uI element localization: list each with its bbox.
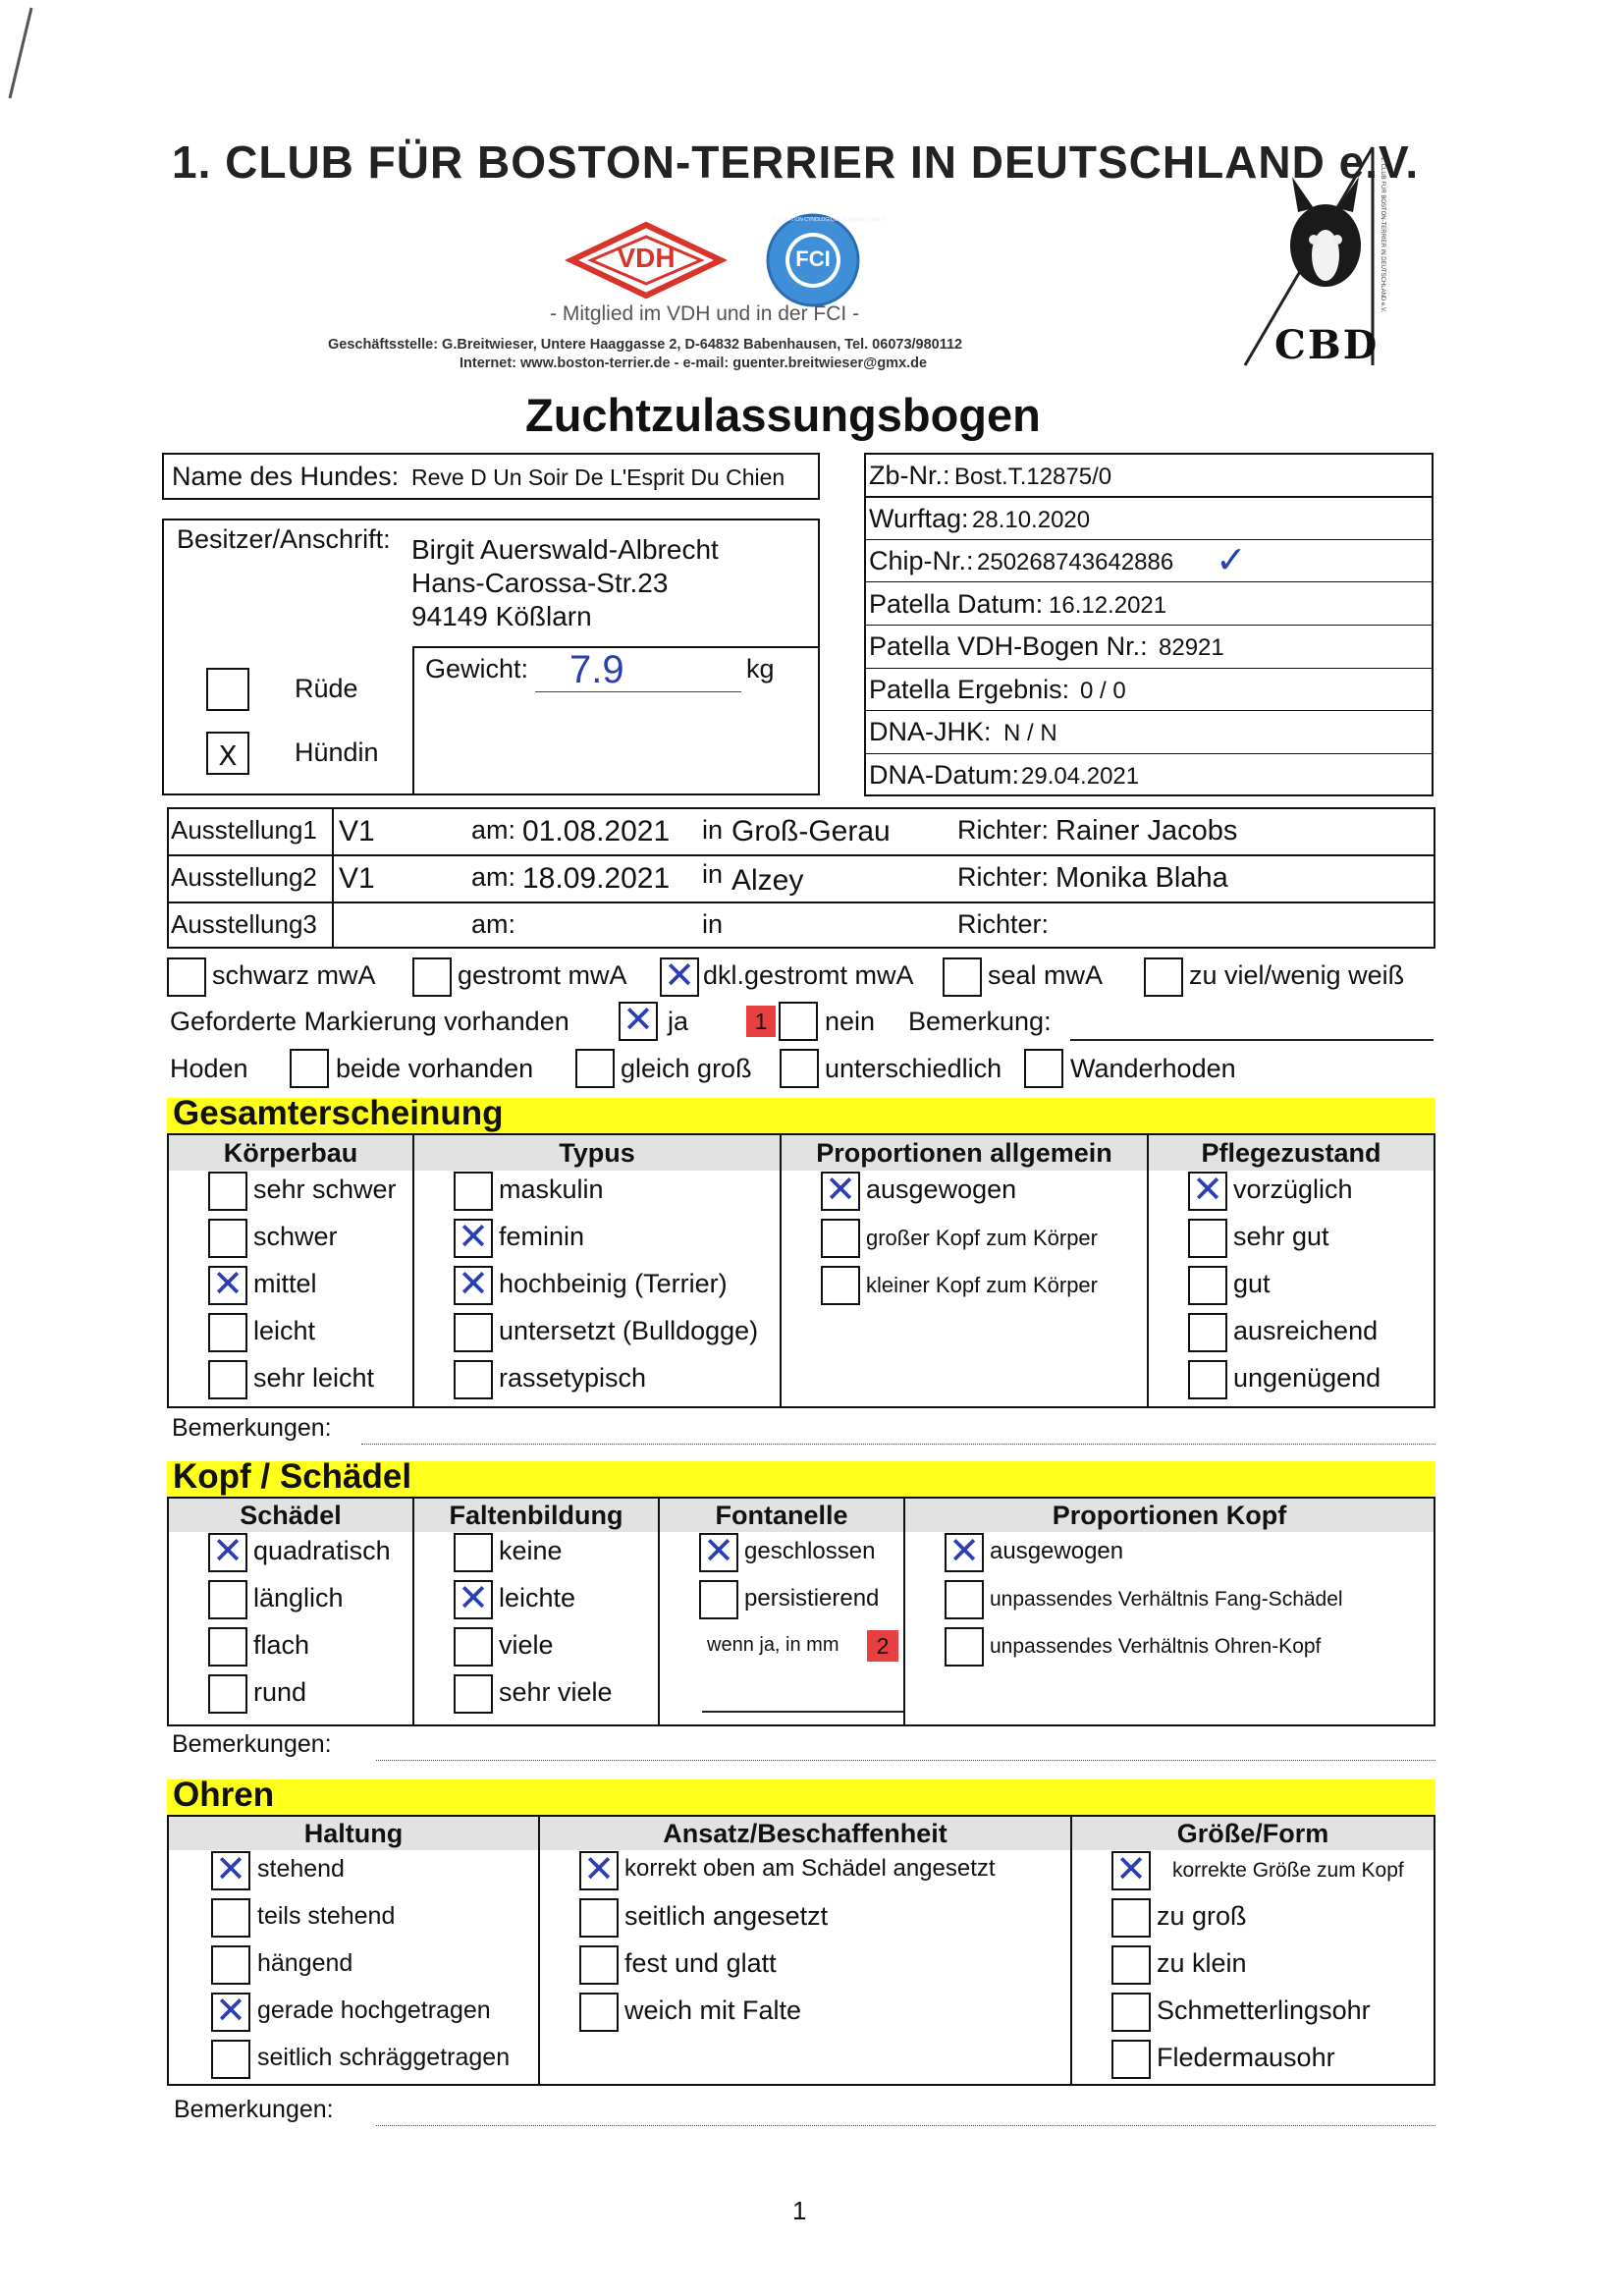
show2-am-label: am: [471, 862, 516, 892]
cbd-side-text: 1. CLUB FÜR BOSTON-TERRIER IN DEUTSCHLAND e.V. [1380, 157, 1385, 313]
pflege-item: ungenügend [1233, 1363, 1381, 1393]
gesamt-title: Gesamterscheinung [173, 1094, 504, 1132]
ansatz-item: seitlich angesetzt [624, 1901, 829, 1931]
show1-judge-label: Richter: [957, 815, 1050, 845]
pen-stroke [0, 0, 59, 118]
proportionen-ausgewogen-mark: ✕ [825, 1168, 856, 1211]
haltung-item: stehend [257, 1855, 345, 1883]
groesse-fledermaus-checkbox[interactable] [1111, 2040, 1151, 2079]
marking-nein-label: nein [825, 1007, 876, 1036]
sex-female-mark: X [218, 739, 238, 772]
kopf-remarks-line[interactable] [376, 1760, 1435, 1761]
fci-ring-text: FEDERATION CYNOLOGIQUE INTERNATIONALE [772, 217, 885, 223]
color-seal-label: seal mwA [988, 960, 1104, 990]
show2-judge: Monika Blaha [1056, 862, 1228, 894]
haltung-gerade-checkbox[interactable] [211, 1989, 250, 2032]
ohren-title: Ohren [173, 1776, 275, 1814]
weight-unit: kg [746, 654, 775, 683]
fci-logo-text: FCI [795, 246, 831, 271]
ansatz-item: fest und glatt [624, 1948, 777, 1978]
groesse-item: zu groß [1157, 1901, 1247, 1931]
color-dkl-gestromt-mark: ✕ [664, 954, 695, 997]
pflege-sehr-gut-checkbox[interactable] [1188, 1219, 1227, 1258]
marking-ja-mark: ✕ [623, 998, 654, 1041]
kopf-remarks-label: Bemerkungen: [172, 1730, 332, 1758]
marking-ja-checkbox[interactable] [619, 998, 658, 1041]
ohren-col-line [1070, 1815, 1072, 2086]
vdh-logo [568, 221, 725, 300]
groesse-item: korrekte Größe zum Kopf [1172, 1859, 1404, 1882]
patella-vdh-label: Patella VDH-Bogen Nr.: [869, 631, 1148, 661]
gesamt-remarks-line[interactable] [361, 1444, 1435, 1445]
falten-leichte-checkbox[interactable] [454, 1576, 493, 1619]
gesamt-col-typus: Typus [414, 1135, 780, 1171]
chip-value: 250268743642886 [977, 549, 1174, 575]
note-marker-2: 2 [867, 1630, 898, 1662]
show1-in-label: in [702, 815, 724, 845]
info-row-line [864, 539, 1434, 540]
color-dkl-gestromt-label: dkl.gestromt mwA [703, 960, 914, 990]
vdh-logo-text: VDH [617, 243, 676, 273]
fontanelle-mm-label: wenn ja, in mm [707, 1634, 839, 1656]
show3-label: Ausstellung3 [171, 909, 317, 939]
show1-label: Ausstellung1 [171, 815, 317, 845]
kopf-col-line [658, 1497, 660, 1726]
schaedel-laenglich-checkbox[interactable] [208, 1580, 247, 1619]
color-schwarz-checkbox[interactable] [167, 957, 206, 997]
info-row-line [864, 581, 1434, 582]
typus-hochbeinig-mark: ✕ [458, 1262, 489, 1305]
marking-label: Geforderte Markierung vorhanden [170, 1007, 569, 1036]
proportionen-ausgewogen-checkbox[interactable] [821, 1168, 860, 1211]
groesse-zu-klein-checkbox[interactable] [1111, 1945, 1151, 1985]
haltung-item: teils stehend [257, 1902, 396, 1930]
fontanelle-item: persistierend [744, 1585, 880, 1612]
hoden-unterschiedlich-label: unterschiedlich [825, 1054, 1002, 1083]
shows-row-line [167, 854, 1435, 856]
weight-underline [535, 691, 741, 692]
kopf-ausgewogen-checkbox[interactable] [945, 1529, 984, 1572]
gesamt-col-pflegezustand: Pflegezustand [1149, 1135, 1434, 1171]
typus-item: feminin [499, 1222, 585, 1251]
typus-item: maskulin [499, 1175, 604, 1204]
club-title: 1. CLUB FÜR BOSTON-TERRIER IN DEUTSCHLAND e.V. [172, 137, 1420, 188]
wurftag-value: 28.10.2020 [972, 507, 1091, 533]
chip-label: Chip-Nr.: [869, 546, 974, 575]
koerperbau-sehr-schwer-checkbox[interactable] [208, 1172, 247, 1211]
hoden-unterschiedlich-checkbox[interactable] [780, 1049, 819, 1088]
kopf-prop-item: unpassendes Verhältnis Ohren-Kopf [990, 1635, 1322, 1658]
wurftag-label: Wurftag: [869, 504, 969, 533]
color-weiss-label: zu viel/wenig weiß [1189, 960, 1405, 990]
shows-row-line [167, 902, 1435, 903]
kopf-prop-item: ausgewogen [990, 1538, 1124, 1564]
patella-date-label: Patella Datum: [869, 589, 1044, 619]
show3-judge-label: Richter: [957, 909, 1050, 939]
pflege-item: vorzüglich [1233, 1175, 1353, 1204]
haltung-item: gerade hochgetragen [257, 1996, 491, 2024]
marking-nein-checkbox[interactable] [779, 1002, 818, 1041]
ohren-col-groesse: Größe/Form [1072, 1817, 1434, 1850]
groesse-korrekt-mark: ✕ [1115, 1847, 1147, 1890]
dna-jhk-label: DNA-JHK: [869, 717, 992, 746]
ansatz-korrekt-checkbox[interactable] [579, 1847, 619, 1890]
weight-label: Gewicht: [425, 654, 529, 683]
hoden-label: Hoden [170, 1054, 248, 1083]
typus-item: hochbeinig (Terrier) [499, 1269, 728, 1298]
proportionen-kleiner-kopf-checkbox[interactable] [821, 1266, 860, 1305]
typus-maskulin-checkbox[interactable] [454, 1172, 493, 1211]
info-row-line [864, 496, 1434, 498]
page-number: 1 [792, 2196, 807, 2225]
proportionen-item: großer Kopf zum Körper [866, 1226, 1098, 1250]
falten-keine-checkbox[interactable] [454, 1533, 493, 1572]
haltung-stehend-mark: ✕ [215, 1847, 246, 1890]
groesse-zu-gross-checkbox[interactable] [1111, 1898, 1151, 1938]
show2-place: Alzey [731, 864, 804, 897]
member-text: - Mitglied im VDH und in der FCI - [550, 302, 860, 325]
ohren-remarks-label: Bemerkungen: [174, 2096, 334, 2123]
kopf-col-line [903, 1497, 905, 1726]
koerperbau-item: schwer [253, 1222, 338, 1251]
koerperbau-item: sehr schwer [253, 1175, 397, 1204]
typus-rassetypisch-checkbox[interactable] [454, 1360, 493, 1399]
color-weiss-checkbox[interactable] [1144, 957, 1183, 997]
owner-street: Hans-Carossa-Str.23 [411, 568, 669, 598]
sex-female-label: Hündin [295, 738, 379, 767]
info-row-line [864, 625, 1434, 626]
haltung-stehend-checkbox[interactable] [211, 1847, 250, 1890]
color-gestromt-checkbox[interactable] [412, 957, 452, 997]
typus-feminin-checkbox[interactable] [454, 1215, 493, 1258]
koerperbau-mittel-checkbox[interactable] [208, 1262, 247, 1305]
owner-city: 94149 Kößlarn [411, 601, 592, 631]
koerperbau-item: sehr leicht [253, 1363, 375, 1393]
typus-item: untersetzt (Bulldogge) [499, 1316, 759, 1345]
falten-viele-checkbox[interactable] [454, 1627, 493, 1667]
gesamt-col-line [412, 1133, 414, 1408]
sex-female-checkbox[interactable] [206, 732, 249, 775]
typus-feminin-mark: ✕ [458, 1215, 489, 1258]
ohren-col-ansatz: Ansatz/Beschaffenheit [540, 1817, 1070, 1850]
owner-divider-v [412, 646, 414, 795]
schaedel-quadratisch-checkbox[interactable] [208, 1529, 247, 1572]
groesse-item: zu klein [1157, 1948, 1247, 1978]
pflege-item: sehr gut [1233, 1222, 1329, 1251]
kopf-fang-schaedel-checkbox[interactable] [945, 1580, 984, 1619]
falten-item: keine [499, 1536, 563, 1565]
koerperbau-sehr-leicht-checkbox[interactable] [208, 1360, 247, 1399]
zb-label: Zb-Nr.: [869, 461, 950, 490]
ansatz-item: korrekt oben am Schädel angesetzt [624, 1855, 996, 1882]
color-gestromt-label: gestromt mwA [458, 960, 627, 990]
show2-grade: V1 [339, 862, 375, 895]
marking-remark-line [1070, 1039, 1434, 1041]
proportionen-item: kleiner Kopf zum Körper [866, 1273, 1098, 1297]
show1-place: Groß-Gerau [731, 815, 891, 847]
kopf-prop-item: unpassendes Verhältnis Fang-Schädel [990, 1588, 1343, 1611]
kopf-title: Kopf / Schädel [173, 1457, 412, 1496]
koerperbau-item: leicht [253, 1316, 316, 1345]
weight-value: 7.9 [569, 648, 624, 691]
koerperbau-leicht-checkbox[interactable] [208, 1313, 247, 1352]
color-seal-checkbox[interactable] [943, 957, 982, 997]
groesse-item: Fledermausohr [1157, 2043, 1335, 2072]
falten-item: viele [499, 1630, 554, 1660]
fontanelle-geschlossen-checkbox[interactable] [699, 1529, 738, 1572]
dna-date-label: DNA-Datum: [869, 760, 1020, 790]
fci-logo [764, 211, 885, 309]
falten-item: leichte [499, 1583, 576, 1613]
falten-leichte-mark: ✕ [458, 1576, 489, 1619]
color-dkl-gestromt-checkbox[interactable] [660, 954, 699, 997]
haltung-gerade-mark: ✕ [215, 1989, 246, 2032]
ohren-title-bar [167, 1779, 1435, 1815]
schaedel-item: flach [253, 1630, 310, 1660]
show1-judge: Rainer Jacobs [1056, 815, 1238, 847]
shows-col-line [332, 807, 334, 949]
info-row-line [864, 753, 1434, 754]
sex-male-label: Rüde [295, 674, 358, 703]
fontanelle-persistierend-checkbox[interactable] [699, 1580, 738, 1619]
form-title: Zuchtzulassungsbogen [525, 389, 1041, 441]
groesse-schmetterling-checkbox[interactable] [1111, 1993, 1151, 2032]
ansatz-weich-checkbox[interactable] [579, 1993, 619, 2032]
ohren-col-line [538, 1815, 540, 2086]
owner-label: Besitzer/Anschrift: [177, 524, 391, 554]
gesamt-col-koerperbau: Körperbau [169, 1135, 412, 1171]
hoden-gleich-label: gleich groß [621, 1054, 752, 1083]
haltung-item: hängend [257, 1949, 353, 1977]
koerperbau-item: mittel [253, 1269, 317, 1298]
pflege-item: ausreichend [1233, 1316, 1379, 1345]
kopf-col-fontanelle: Fontanelle [660, 1499, 903, 1532]
schaedel-item: quadratisch [253, 1536, 391, 1565]
hoden-gleich-checkbox[interactable] [575, 1049, 615, 1088]
pflege-vorzueglich-mark: ✕ [1192, 1168, 1223, 1211]
show3-am-label: am: [471, 909, 516, 939]
pflege-ausreichend-checkbox[interactable] [1188, 1313, 1227, 1352]
patella-vdh-value: 82921 [1159, 634, 1224, 661]
ansatz-seitlich-checkbox[interactable] [579, 1898, 619, 1938]
fontanelle-geschlossen-mark: ✕ [703, 1529, 734, 1572]
koerperbau-mittel-mark: ✕ [212, 1262, 244, 1305]
hoden-beide-checkbox[interactable] [290, 1049, 329, 1088]
show1-am-label: am: [471, 815, 516, 845]
haltung-haengend-checkbox[interactable] [211, 1945, 250, 1985]
typus-untersetzt-checkbox[interactable] [454, 1313, 493, 1352]
falten-item: sehr viele [499, 1677, 613, 1707]
kopf-col-proportionen: Proportionen Kopf [905, 1499, 1434, 1532]
schaedel-item: länglich [253, 1583, 344, 1613]
chip-check: ✓ [1216, 540, 1247, 581]
gesamt-col-proportionen: Proportionen allgemein [782, 1135, 1147, 1171]
note-marker-1: 1 [746, 1006, 776, 1037]
kopf-col-schaedel: Schädel [169, 1499, 412, 1532]
hoden-wanderhoden-checkbox[interactable] [1024, 1049, 1063, 1088]
kopf-col-faltenbildung: Faltenbildung [414, 1499, 658, 1532]
marking-remark-label: Bemerkung: [908, 1007, 1052, 1036]
show1-date: 01.08.2021 [522, 815, 671, 847]
show2-judge-label: Richter: [957, 862, 1050, 892]
kopf-ausgewogen-mark: ✕ [948, 1529, 980, 1572]
fontanelle-mm-line[interactable] [702, 1711, 903, 1713]
haltung-item: seitlich schräggetragen [257, 2044, 511, 2071]
groesse-item: Schmetterlingsohr [1157, 1995, 1371, 2025]
marking-ja-label: ja [668, 1007, 689, 1036]
show2-label: Ausstellung2 [171, 862, 317, 892]
kopf-col-line [412, 1497, 414, 1726]
patella-result-label: Patella Ergebnis: [869, 675, 1070, 704]
schaedel-rund-checkbox[interactable] [208, 1674, 247, 1714]
pflege-ungenuegend-checkbox[interactable] [1188, 1360, 1227, 1399]
color-schwarz-label: schwarz mwA [212, 960, 376, 990]
falten-sehr-viele-checkbox[interactable] [454, 1674, 493, 1714]
dog-name-label: Name des Hundes: [172, 462, 400, 491]
zb-value: Bost.T.12875/0 [954, 464, 1112, 490]
show2-date: 18.09.2021 [522, 862, 671, 895]
pflege-vorzueglich-checkbox[interactable] [1188, 1168, 1227, 1211]
office-line: Geschäftsstelle: G.Breitwieser, Untere Haaggasse 2, D-64832 Babenhausen, Tel. 06073/980112 [328, 337, 963, 353]
show2-in-label: in [702, 859, 724, 889]
ohren-remarks-line[interactable] [376, 2125, 1435, 2126]
ansatz-korrekt-mark: ✕ [583, 1847, 615, 1890]
cbd-logo [1245, 147, 1392, 373]
gesamt-remarks-label: Bemerkungen: [172, 1414, 332, 1442]
patella-date-value: 16.12.2021 [1049, 592, 1167, 619]
pflege-gut-checkbox[interactable] [1188, 1266, 1227, 1305]
proportionen-grosser-kopf-checkbox[interactable] [821, 1219, 860, 1258]
web-line: Internet: www.boston-terrier.de - e-mail: guenter.breitwieser@gmx.de [460, 355, 928, 371]
ansatz-fest-checkbox[interactable] [579, 1945, 619, 1985]
sex-male-checkbox[interactable] [206, 668, 249, 711]
schaedel-quadratisch-mark: ✕ [212, 1529, 244, 1572]
gesamt-col-line [780, 1133, 782, 1408]
koerperbau-schwer-checkbox[interactable] [208, 1219, 247, 1258]
ansatz-item: weich mit Falte [624, 1995, 802, 2025]
cbd-logo-text: CBD [1274, 322, 1380, 368]
dna-jhk-value: N / N [1003, 720, 1057, 746]
proportionen-item: ausgewogen [866, 1175, 1017, 1204]
haltung-seitlich-checkbox[interactable] [211, 2040, 250, 2079]
hoden-wanderhoden-label: Wanderhoden [1070, 1054, 1236, 1083]
info-row-line [864, 710, 1434, 711]
dog-name-value: Reve D Un Soir De L'Esprit Du Chien [411, 465, 785, 490]
patella-result-value: 0 / 0 [1080, 678, 1126, 704]
typus-hochbeinig-checkbox[interactable] [454, 1262, 493, 1305]
schaedel-item: rund [253, 1677, 307, 1707]
haltung-teils-stehend-checkbox[interactable] [211, 1898, 250, 1938]
kopf-ohren-kopf-checkbox[interactable] [945, 1627, 984, 1667]
info-row-line [864, 668, 1434, 669]
groesse-korrekt-checkbox[interactable] [1111, 1847, 1151, 1890]
fontanelle-item: geschlossen [744, 1538, 876, 1564]
pflege-item: gut [1233, 1269, 1271, 1298]
show3-in-label: in [702, 909, 724, 939]
gesamt-col-line [1147, 1133, 1149, 1408]
ohren-col-haltung: Haltung [169, 1817, 538, 1850]
owner-name: Birgit Auerswald-Albrecht [411, 534, 719, 565]
dna-date-value: 29.04.2021 [1021, 763, 1140, 790]
hoden-beide-label: beide vorhanden [336, 1054, 534, 1083]
schaedel-flach-checkbox[interactable] [208, 1627, 247, 1667]
show1-grade: V1 [339, 815, 375, 847]
typus-item: rassetypisch [499, 1363, 647, 1393]
